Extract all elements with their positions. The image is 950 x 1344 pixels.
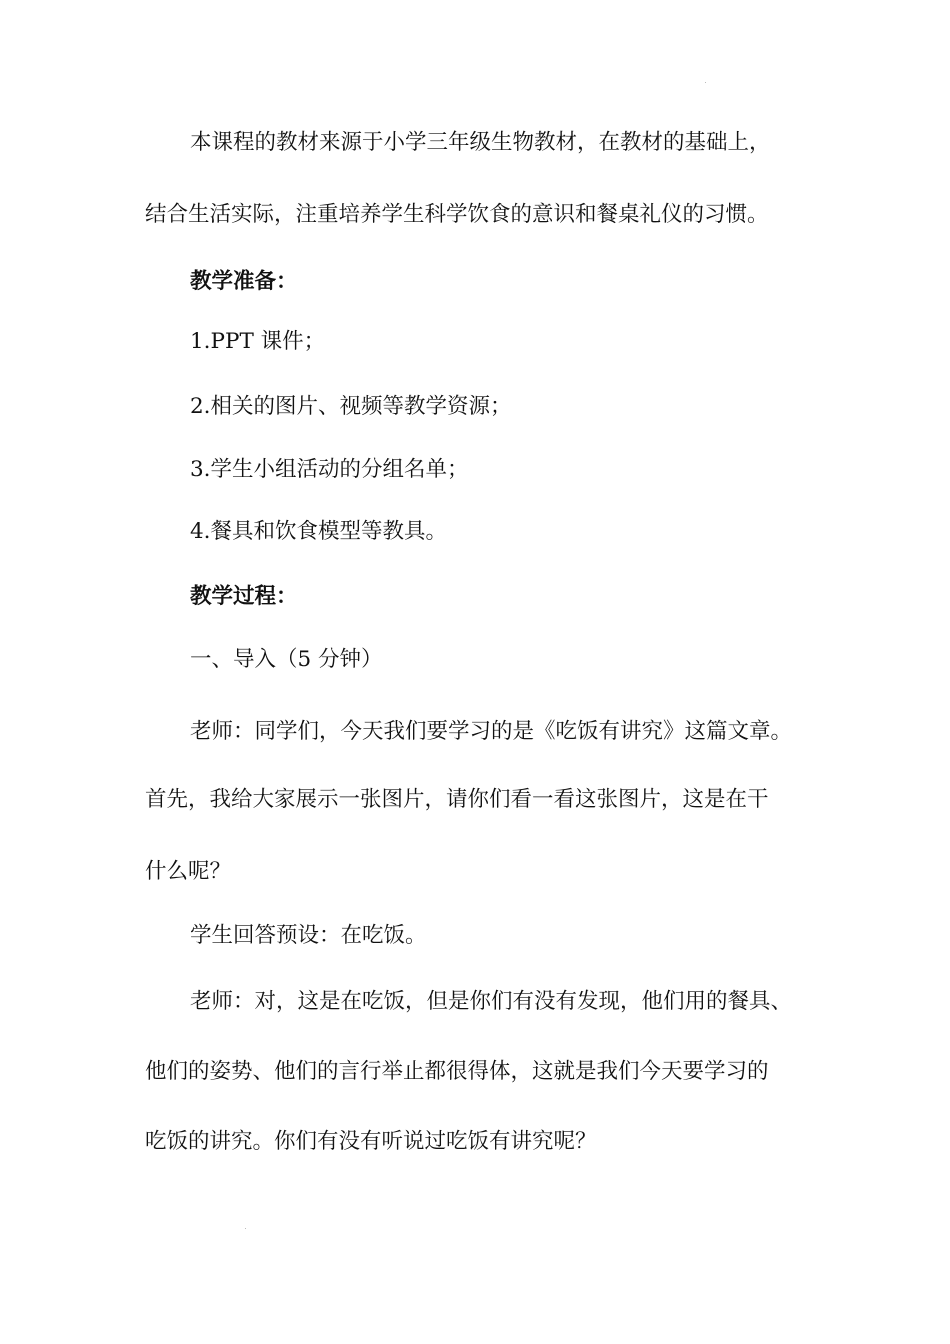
list-item: 2.相关的图片、视频等教学资源； <box>190 394 512 419</box>
page-mark <box>705 82 706 83</box>
list-item: 4.餐具和饮食模型等教具。 <box>190 519 448 544</box>
paragraph-line: 学生回答预设：在吃饭。 <box>190 923 427 948</box>
paragraph-line: 什么呢？ <box>145 859 232 884</box>
paragraph-line: 首先，我给大家展示一张图片，请你们看一看这张图片，这是在干 <box>145 787 769 812</box>
paragraph-line: 他们的姿势、他们的言行举止都很得体，这就是我们今天要学习的 <box>145 1059 769 1084</box>
subsection-heading: 一、导入（5 分钟） <box>190 647 383 672</box>
page-mark <box>245 1228 246 1229</box>
list-item: 3.学生小组活动的分组名单； <box>190 457 469 482</box>
paragraph-line: 吃饭的讲究。你们有没有听说过吃饭有讲究呢？ <box>145 1129 597 1154</box>
paragraph-line: 本课程的教材来源于小学三年级生物教材，在教材的基础上， <box>190 130 771 155</box>
paragraph-line: 老师：对，这是在吃饭，但是你们有没有发现，他们用的餐具、 <box>190 989 793 1014</box>
paragraph-line: 结合生活实际，注重培养学生科学饮食的意识和餐桌礼仪的习惯。 <box>145 202 769 227</box>
section-heading: 教学过程： <box>190 584 298 609</box>
list-item: 1.PPT 课件； <box>190 329 326 354</box>
section-heading: 教学准备： <box>190 269 298 294</box>
paragraph-line: 老师：同学们，今天我们要学习的是《吃饭有讲究》这篇文章。 <box>190 719 793 744</box>
